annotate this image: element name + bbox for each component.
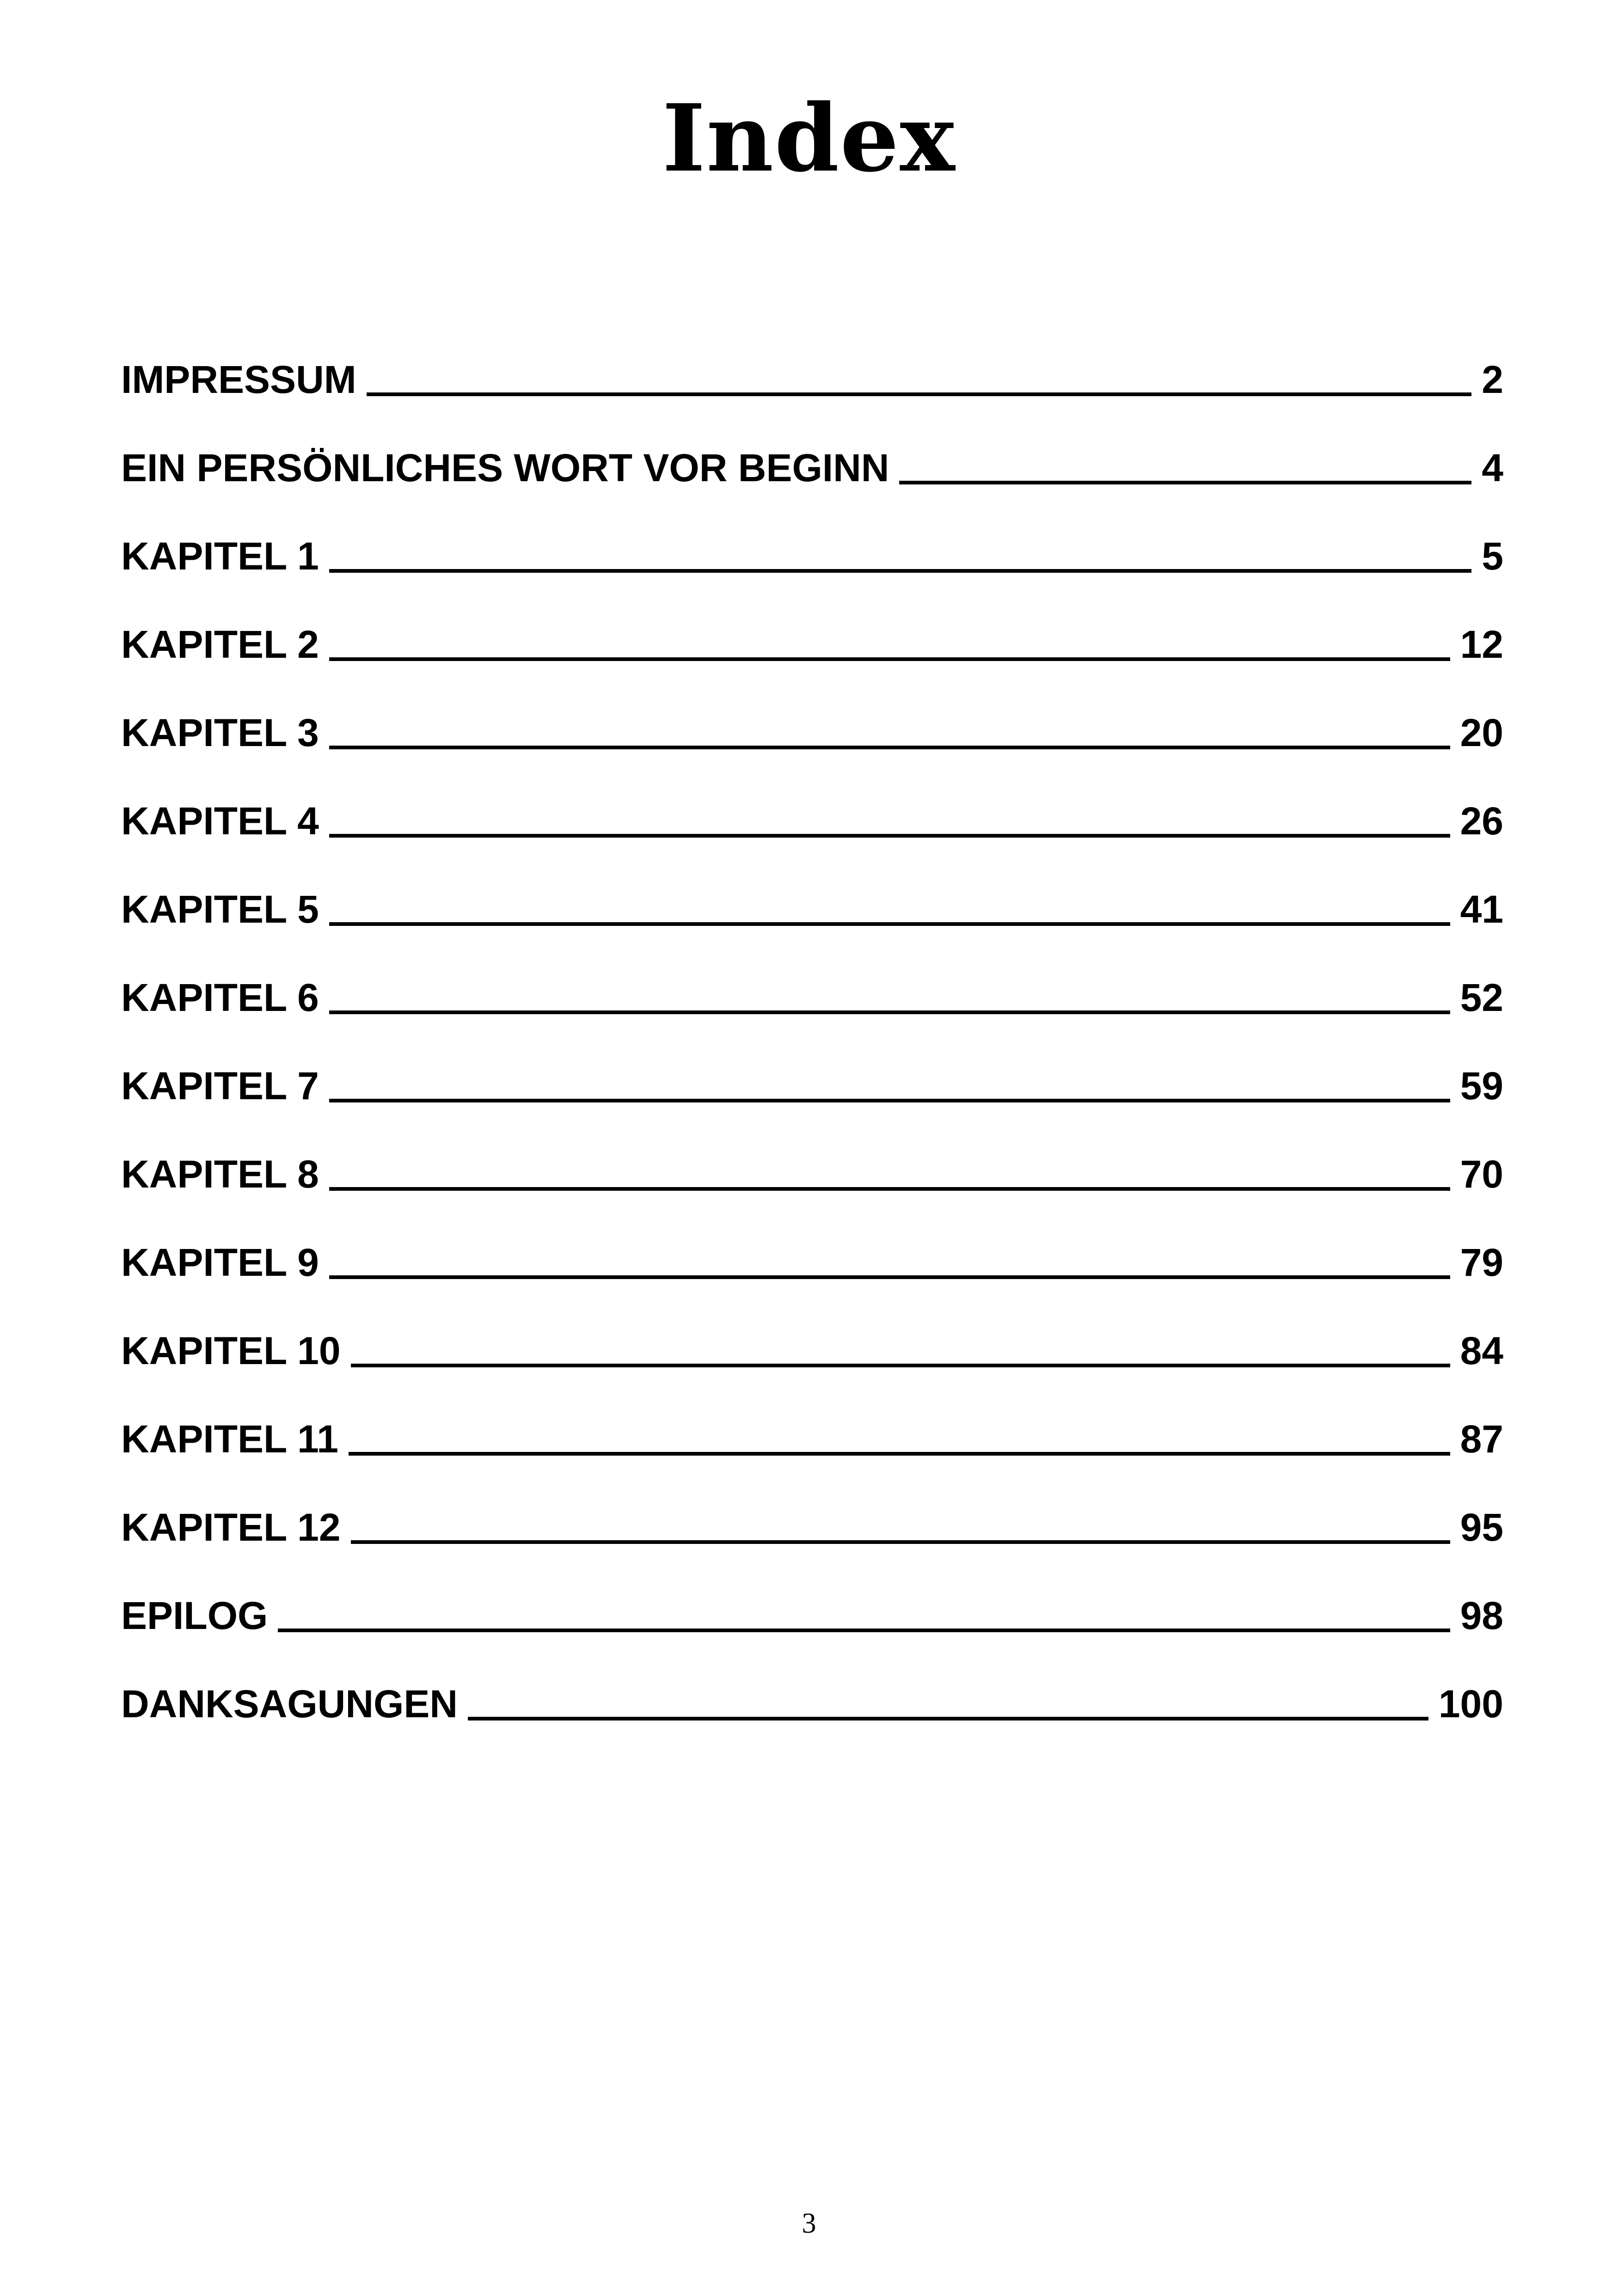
toc-entry bbox=[121, 1639, 1503, 1727]
toc-entry bbox=[121, 1462, 1503, 1550]
toc-entry-label: KAPITEL 1 bbox=[121, 534, 319, 578]
toc-entry-label: KAPITEL 9 bbox=[121, 1241, 319, 1284]
toc-leader-line bbox=[329, 1275, 1450, 1279]
toc-entry-label: KAPITEL 12 bbox=[121, 1506, 341, 1549]
toc-entry-label: KAPITEL 5 bbox=[121, 888, 319, 931]
toc-entry-page: 70 bbox=[1460, 1152, 1503, 1196]
toc-leader-line bbox=[329, 657, 1450, 661]
toc-entry-page: 12 bbox=[1460, 623, 1503, 666]
toc-entry bbox=[121, 756, 1503, 844]
toc-entry bbox=[121, 1286, 1503, 1374]
toc-entry-page: 79 bbox=[1460, 1241, 1503, 1284]
toc-entry-label: KAPITEL 2 bbox=[121, 623, 319, 666]
toc-entry bbox=[121, 667, 1503, 756]
toc-leader-line bbox=[329, 1010, 1450, 1014]
toc-entry-label: KAPITEL 4 bbox=[121, 799, 319, 843]
table-of-contents bbox=[121, 314, 1503, 1727]
toc-entry-page: 95 bbox=[1460, 1506, 1503, 1549]
toc-entry bbox=[121, 403, 1503, 491]
page-number: 3 bbox=[802, 2208, 816, 2239]
toc-entry bbox=[121, 844, 1503, 932]
toc-entry-label: EPILOG bbox=[121, 1594, 268, 1637]
toc-entry bbox=[121, 1374, 1503, 1462]
toc-leader-line bbox=[367, 392, 1472, 396]
toc-entry-label: KAPITEL 6 bbox=[121, 976, 319, 1019]
toc-entry-label: KAPITEL 8 bbox=[121, 1152, 319, 1196]
toc-entry-page: 26 bbox=[1460, 799, 1503, 843]
toc-entry-page: 59 bbox=[1460, 1064, 1503, 1108]
toc-leader-line bbox=[351, 1540, 1450, 1544]
toc-entry-label: EIN PERSÖNLICHES WORT VOR BEGINN bbox=[121, 446, 889, 490]
toc-entry-page: 100 bbox=[1438, 1682, 1503, 1726]
toc-leader-line bbox=[278, 1629, 1450, 1632]
toc-entry-page: 84 bbox=[1460, 1329, 1503, 1372]
toc-entry bbox=[121, 1021, 1503, 1109]
toc-entry-page: 52 bbox=[1460, 976, 1503, 1019]
toc-leader-line bbox=[329, 569, 1471, 573]
toc-leader-line bbox=[899, 481, 1471, 484]
toc-entry bbox=[121, 1109, 1503, 1197]
toc-entry bbox=[121, 579, 1503, 667]
toc-entry-page: 5 bbox=[1482, 534, 1503, 578]
page-title: Index bbox=[662, 84, 956, 193]
toc-entry-label: KAPITEL 7 bbox=[121, 1064, 319, 1108]
toc-entry-page: 2 bbox=[1482, 358, 1503, 401]
toc-leader-line bbox=[329, 834, 1450, 838]
toc-entry-label: IMPRESSUM bbox=[121, 358, 356, 401]
toc-leader-line bbox=[329, 1187, 1450, 1191]
toc-entry bbox=[121, 314, 1503, 403]
toc-entry-page: 98 bbox=[1460, 1594, 1503, 1637]
toc-entry-page: 20 bbox=[1460, 711, 1503, 754]
toc-entry bbox=[121, 932, 1503, 1021]
toc-leader-line bbox=[349, 1452, 1450, 1456]
toc-entry bbox=[121, 1550, 1503, 1639]
toc-entry bbox=[121, 1197, 1503, 1286]
toc-entry-page: 4 bbox=[1482, 446, 1503, 490]
toc-leader-line bbox=[329, 746, 1450, 749]
toc-entry-page: 41 bbox=[1460, 888, 1503, 931]
toc-entry-label: KAPITEL 3 bbox=[121, 711, 319, 754]
toc-entry-label: KAPITEL 10 bbox=[121, 1329, 341, 1372]
toc-entry-label: KAPITEL 11 bbox=[121, 1417, 338, 1461]
toc-leader-line bbox=[468, 1717, 1428, 1720]
toc-leader-line bbox=[329, 1099, 1450, 1102]
toc-entry bbox=[121, 491, 1503, 579]
toc-entry-page: 87 bbox=[1460, 1417, 1503, 1461]
toc-leader-line bbox=[329, 922, 1450, 926]
toc-entry-label: DANKSAGUNGEN bbox=[121, 1682, 458, 1726]
toc-leader-line bbox=[351, 1364, 1450, 1367]
